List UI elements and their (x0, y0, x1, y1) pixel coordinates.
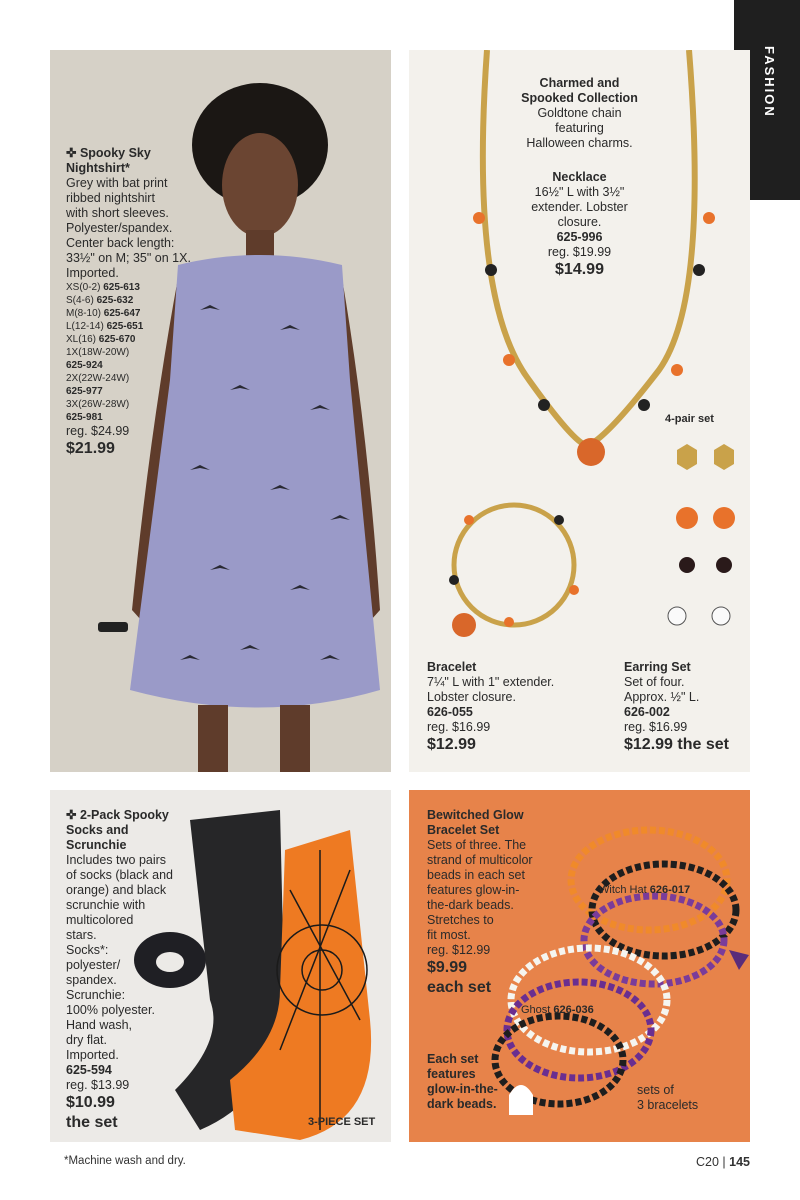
size-row (66, 307, 191, 320)
glow-desc-5: the-dark beads. (427, 898, 514, 912)
nightshirt-desc-2: ribbed nightshirt (66, 191, 155, 205)
bracelet-text (427, 660, 554, 755)
socks-title-1: ✜ 2-Pack Spooky (66, 808, 169, 822)
size-row (66, 294, 191, 307)
size-label: M(8-10) (66, 308, 102, 319)
socks-desc-10: Scrunchie: (66, 988, 126, 1002)
charmed-desc-1: Goldtone chain (537, 106, 622, 120)
socks-text (66, 808, 173, 1133)
socks-desc-4: scrunchie with (66, 898, 146, 912)
socks-desc-2: of socks (black and (66, 868, 173, 882)
socks-sku: 625-594 (66, 1063, 112, 1077)
necklace-title: Necklace (552, 170, 607, 184)
socks-desc-6: stars. (66, 928, 97, 942)
nightshirt-desc-6: 33½" on M; 35" on 1X. (66, 251, 191, 265)
size-1x-sku: 625-924 (66, 360, 103, 371)
glow-desc-3: beads in each set (427, 868, 525, 882)
witch-hat-charm-icon (729, 950, 749, 970)
necklace-price: $14.99 (555, 261, 604, 278)
bracelet-title: Bracelet (427, 660, 477, 674)
charmed-title-2: Spooked Collection (521, 91, 638, 105)
earring-sku: 626-002 (624, 705, 670, 719)
bracelet-desc-1: 7¼" L with 1" extender. (427, 675, 555, 689)
earring-text (624, 660, 729, 755)
size-label: L(12-14) (66, 321, 104, 332)
socks-desc-8: polyester/ (66, 958, 121, 972)
sets-note (637, 1083, 698, 1113)
glow-note-4: dark beads. (427, 1097, 497, 1111)
charmed-desc-2: featuring (555, 121, 604, 135)
earring-title: Earring Set (624, 660, 691, 674)
footnote: *Machine wash and dry. (64, 1155, 186, 1167)
nightshirt-title-1: ✜ Spooky Sky (66, 146, 151, 160)
glow-panel (409, 790, 750, 1142)
size-2x-label: 2X(22W-24W) (66, 373, 130, 384)
socks-desc-3: orange) and black (66, 883, 167, 897)
nightshirt-title-2: Nightshirt* (66, 161, 130, 175)
size-2x-sku: 625-977 (66, 386, 103, 397)
glow-note-1: Each set (427, 1052, 479, 1066)
glow-desc-4: features glow-in- (427, 883, 520, 897)
necklace-text (409, 170, 750, 280)
glow-desc-6: Stretches to (427, 913, 494, 927)
size-3x-sku: 625-981 (66, 412, 103, 423)
glow-title-2: Bracelet Set (427, 823, 500, 837)
glow-note-2: features (427, 1067, 476, 1081)
glow-price-1: $9.99 (427, 959, 468, 976)
glow-note-3: glow-in-the- (427, 1082, 498, 1096)
socks-desc-1: Includes two pairs (66, 853, 167, 867)
witch-hat-label (599, 884, 690, 896)
glow-price-2: each set (427, 979, 492, 996)
earring-desc-1: Set of four. (624, 675, 685, 689)
page-number (696, 1155, 750, 1169)
three-piece-label: 3-PIECE SET (308, 1116, 376, 1128)
socks-price-2: the set (66, 1114, 118, 1131)
size-row (66, 333, 191, 346)
ghost-label (521, 1004, 594, 1016)
earring-desc-2: Approx. ½" L. (624, 690, 700, 704)
size-row (66, 281, 191, 294)
size-sku: 625-632 (96, 295, 134, 306)
glow-reg-price: reg. $12.99 (427, 943, 491, 957)
charmed-text (409, 76, 750, 151)
nightshirt-desc-4: Polyester/spandex. (66, 221, 173, 235)
socks-desc-12: Hand wash, (66, 1018, 133, 1032)
size-sku: 625-613 (103, 282, 140, 293)
socks-reg-price: reg. $13.99 (66, 1078, 130, 1092)
size-row (66, 320, 191, 333)
size-sku: 625-647 (103, 308, 141, 319)
necklace-sku: 625-996 (556, 230, 603, 244)
earring-set (668, 444, 735, 625)
four-pair-label: 4-pair set (665, 413, 714, 425)
nightshirt-reg-price: reg. $24.99 (66, 424, 130, 438)
page-divider: | (722, 1155, 726, 1169)
size-label: XS(0-2) (66, 282, 101, 293)
socks-title-2: Socks and (66, 823, 129, 837)
nightshirt-panel (50, 50, 391, 772)
earring-reg-price: reg. $16.99 (624, 720, 688, 734)
socks-desc-14: Imported. (66, 1048, 119, 1062)
glow-desc-1: Sets of three. The (427, 838, 527, 852)
necklace-desc-1: 16½" L with 3½" (534, 185, 625, 199)
nightshirt-desc-5: Center back length: (66, 236, 175, 250)
nightshirt-desc-1: Grey with bat print (66, 176, 168, 190)
glow-desc-7: fit most. (427, 928, 471, 942)
size-1x-label: 1X(18W-20W) (66, 347, 130, 358)
size-label: XL(16) (66, 334, 97, 345)
socks-title-3: Scrunchie (66, 838, 127, 852)
necklace-desc-3: closure. (557, 215, 602, 229)
sets-note-2: 3 bracelets (637, 1098, 699, 1112)
size-label: S(4-6) (66, 295, 94, 306)
glow-desc-2: strand of multicolor (427, 853, 533, 867)
ghost-charm-icon (509, 1085, 533, 1115)
socks-panel (50, 790, 391, 1142)
size-sku: 625-670 (98, 334, 136, 345)
size-3x-label: 3X(26W-28W) (66, 399, 130, 410)
glow-text (427, 808, 533, 998)
witch-hat-name: Witch Hat (599, 884, 647, 896)
charmed-desc-3: Halloween charms. (526, 136, 633, 150)
socks-desc-11: 100% polyester. (66, 1003, 155, 1017)
nightshirt-desc-3: with short sleeves. (66, 206, 169, 220)
pumpkin-charm-icon (577, 438, 605, 466)
socks-desc-5: multicolored (66, 913, 134, 927)
ghost-name: Ghost (521, 1004, 551, 1016)
bracelet-price: $12.99 (427, 736, 476, 753)
page-code: C20 (695, 1155, 719, 1169)
bracelet-reg-price: reg. $16.99 (427, 720, 491, 734)
necklace-desc-2: extender. Lobster (531, 200, 628, 214)
section-tab-label: FASHION (762, 46, 777, 118)
socks-desc-13: dry flat. (66, 1033, 107, 1047)
nightshirt-price: $21.99 (66, 440, 115, 457)
socks-desc-9: spandex. (66, 973, 117, 987)
nightshirt-desc-7: Imported. (66, 266, 119, 280)
glow-note (427, 1052, 498, 1112)
ghost-sku: 626-036 (553, 1004, 594, 1016)
earring-price: $12.99 the set (624, 736, 729, 753)
page-num-value: 145 (729, 1155, 750, 1169)
size-sku: 625-651 (106, 321, 144, 332)
nightshirt-text (66, 146, 191, 459)
bracelet-sku: 626-055 (427, 705, 473, 719)
jewelry-panel (409, 50, 750, 772)
sets-note-1: sets of (637, 1083, 674, 1097)
necklace-reg-price: reg. $19.99 (547, 245, 612, 259)
witch-hat-sku: 626-017 (649, 884, 691, 896)
charmed-title-1: Charmed and (539, 76, 620, 90)
bracelet-desc-2: Lobster closure. (427, 690, 516, 704)
glow-title-1: Bewitched Glow (427, 808, 524, 822)
socks-desc-7: Socks*: (66, 943, 109, 957)
socks-price-1: $10.99 (66, 1094, 115, 1111)
